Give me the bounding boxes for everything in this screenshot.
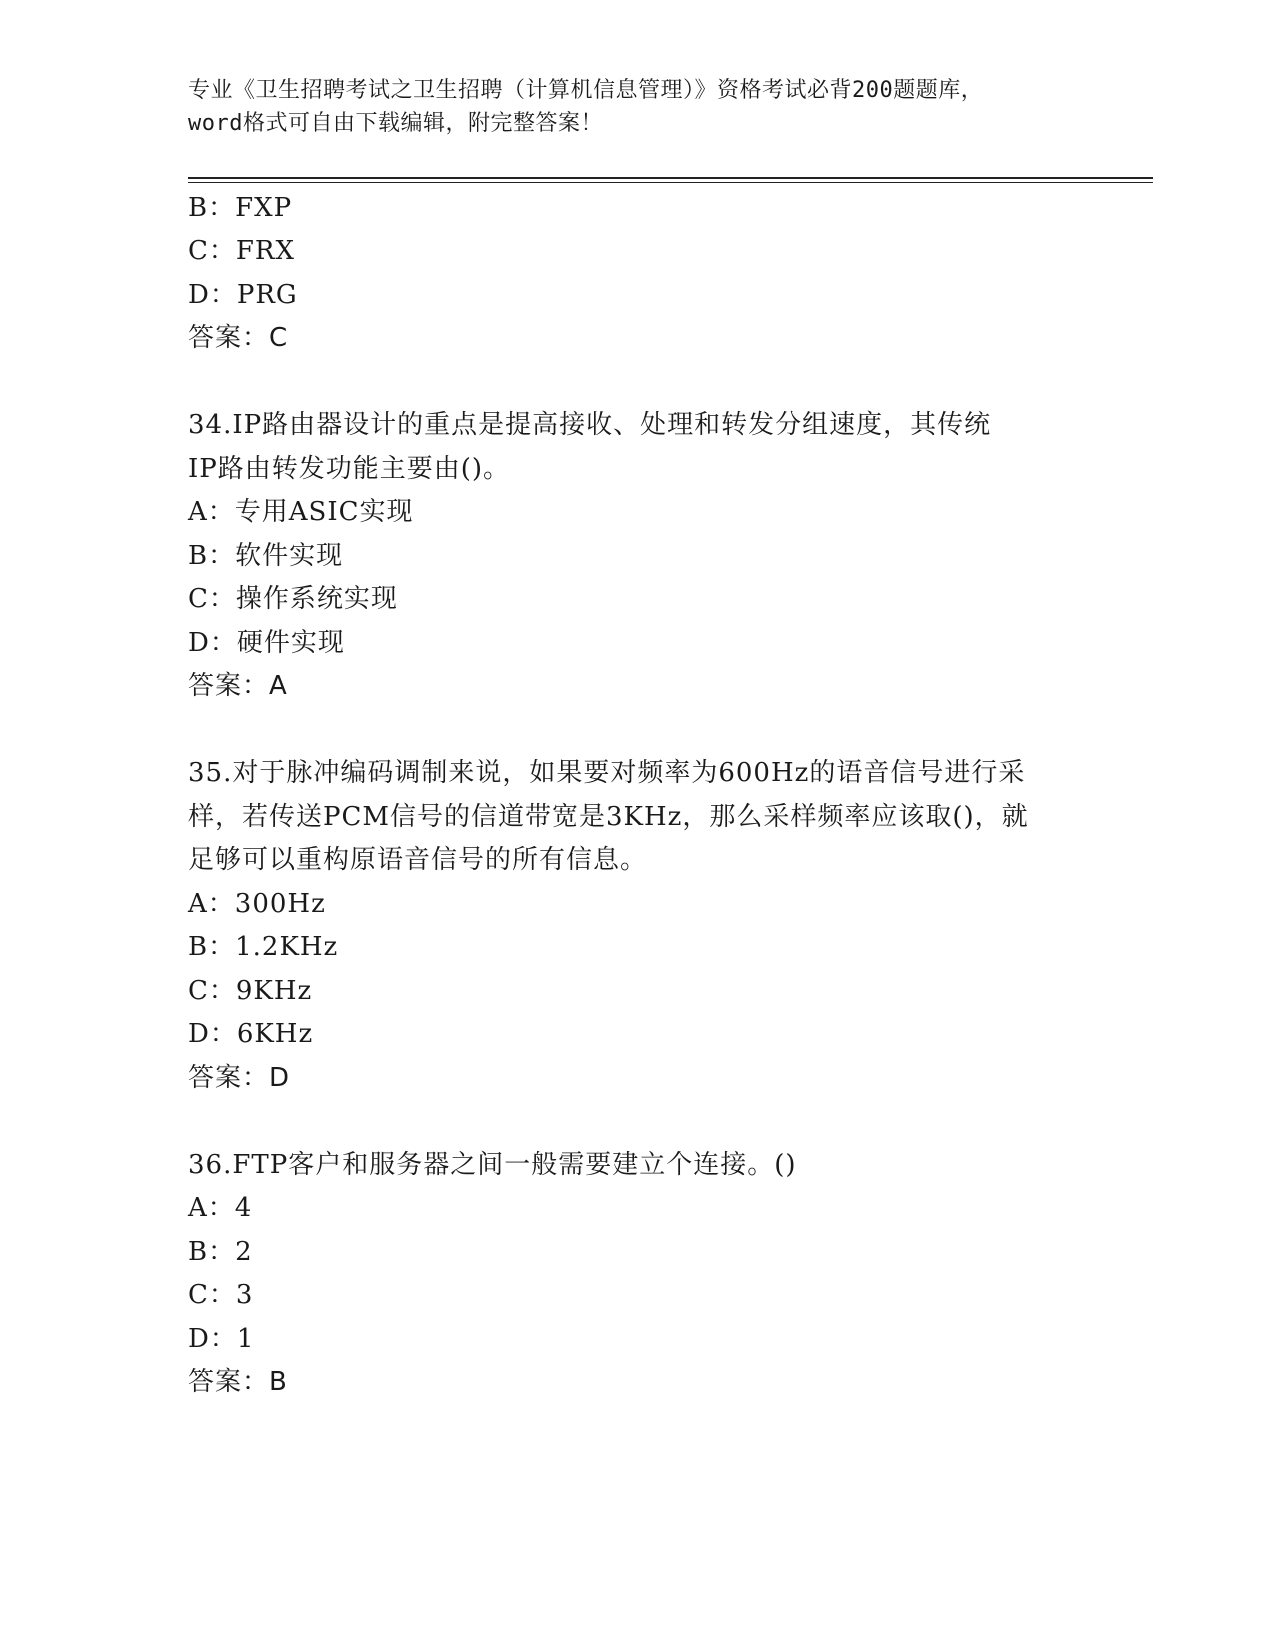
q35-option-a: A：300Hz — [188, 889, 326, 919]
q34-option-a: A：专用ASIC实现 — [188, 497, 414, 527]
q36-stem-line-1: 36.FTP客户和服务器之间一般需要建立个连接。() — [188, 1150, 797, 1180]
q36-option-d: D：1 — [188, 1324, 255, 1354]
q36-option-b: B：2 — [188, 1237, 253, 1267]
q36-answer: 答案：B — [188, 1367, 288, 1397]
q35-stem-line-1: 35.对于脉冲编码调制来说，如果要对频率为600Hz的语音信号进行采 — [188, 758, 1026, 788]
q34-stem-line-2: IP路由转发功能主要由()。 — [188, 454, 511, 484]
document-header — [188, 74, 1088, 140]
header-title-line-1: 专业《卫生招聘考试之卫生招聘（计算机信息管理）》资格考试必背200题题库， — [188, 78, 984, 103]
q34-stem-line-1: 34.IP路由器设计的重点是提高接收、处理和转发分组速度，其传统 — [188, 410, 992, 440]
header-title-line-2: word格式可自由下载编辑，附完整答案！ — [188, 111, 603, 136]
q33-option-b: B：FXP — [188, 193, 293, 223]
q34-answer: 答案：A — [188, 671, 288, 701]
q35-option-b: B：1.2KHz — [188, 932, 339, 962]
header-divider-thick — [188, 177, 1153, 179]
q35-stem-line-3: 足够可以重构原语音信号的所有信息。 — [188, 845, 648, 875]
q35-option-d: D：6KHz — [188, 1019, 314, 1049]
q33-answer: 答案：C — [188, 323, 289, 353]
header-divider-thin — [188, 182, 1153, 183]
q36-option-c: C：3 — [188, 1280, 254, 1310]
q34-option-c: C：操作系统实现 — [188, 584, 398, 614]
q33-option-c: C：FRX — [188, 236, 296, 266]
q35-option-c: C：9KHz — [188, 976, 313, 1006]
q35-answer: 答案：D — [188, 1063, 291, 1093]
q34-option-d: D：硬件实现 — [188, 628, 345, 658]
q33-option-d: D：PRG — [188, 280, 298, 310]
q35-stem-line-2: 样，若传送PCM信号的信道带宽是3KHz，那么采样频率应该取()，就 — [188, 802, 1029, 832]
q36-option-a: A：4 — [188, 1193, 253, 1223]
q34-option-b: B：软件实现 — [188, 541, 344, 571]
